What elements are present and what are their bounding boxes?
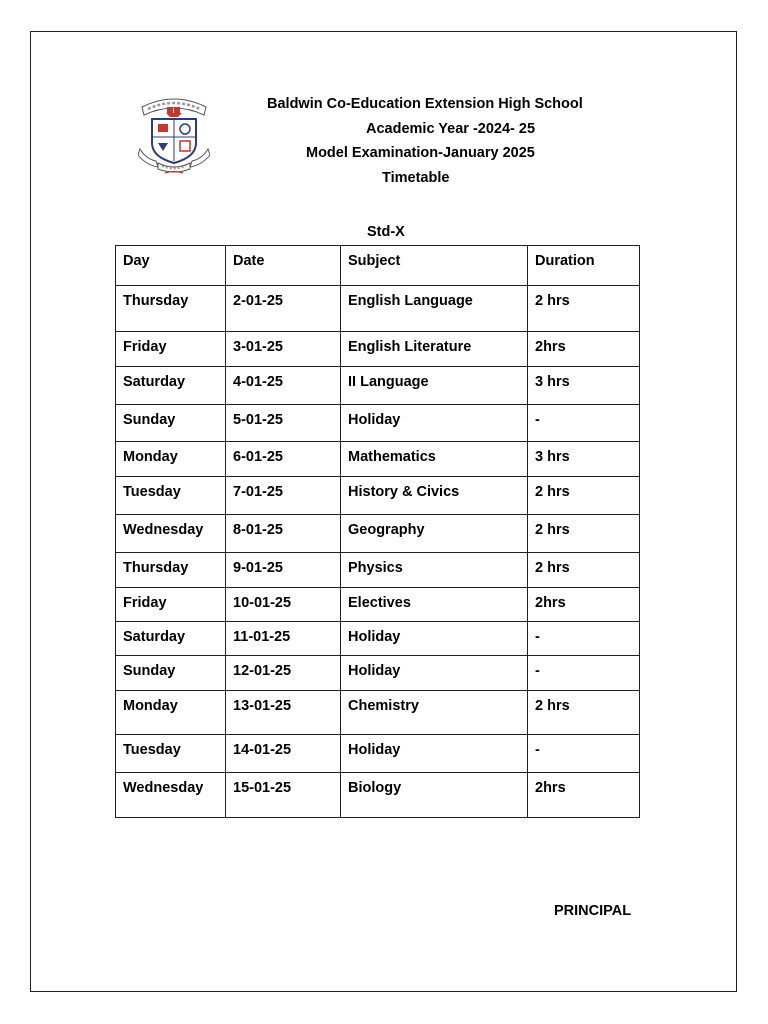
table-cell: 2 hrs [528,515,640,553]
table-cell: 10-01-25 [226,588,341,622]
table-cell: - [528,405,640,442]
table-cell: Sunday [116,405,226,442]
table-cell: Holiday [341,656,528,691]
table-cell: 12-01-25 [226,656,341,691]
table-cell: English Language [341,286,528,332]
table-cell: 3 hrs [528,442,640,477]
timetable-label: Timetable [382,170,450,186]
table-cell: Mathematics [341,442,528,477]
table-cell: 2 hrs [528,286,640,332]
table-cell: English Literature [341,332,528,367]
table-cell: Holiday [341,405,528,442]
table-cell: Geography [341,515,528,553]
table-row [116,515,640,553]
table-cell: 2 hrs [528,553,640,588]
table-cell: 15-01-25 [226,773,341,818]
principal-signature-label: PRINCIPAL [554,903,632,919]
table-cell: - [528,656,640,691]
table-cell: Wednesday [116,515,226,553]
table-cell: 8-01-25 [226,515,341,553]
table-cell: Saturday [116,367,226,405]
table-cell: Wednesday [116,773,226,818]
table-row [116,405,640,442]
timetable-table [115,245,640,818]
table-cell: 2-01-25 [226,286,341,332]
table-cell: Holiday [341,622,528,656]
table-cell: Saturday [116,622,226,656]
table-header-row [116,246,640,286]
table-cell: Thursday [116,286,226,332]
table-cell: 9-01-25 [226,553,341,588]
table-cell: 6-01-25 [226,442,341,477]
exam-title: Model Examination-January 2025 [306,145,535,161]
table-cell: Tuesday [116,477,226,515]
table-cell: 3 hrs [528,367,640,405]
table-row [116,442,640,477]
table-row [116,286,640,332]
column-header: Date [226,246,341,286]
column-header: Duration [528,246,640,286]
table-cell: Monday [116,691,226,735]
table-cell: Tuesday [116,735,226,773]
table-cell: 11-01-25 [226,622,341,656]
table-cell: 3-01-25 [226,332,341,367]
table-cell: Chemistry [341,691,528,735]
table-cell: Holiday [341,735,528,773]
column-header: Day [116,246,226,286]
table-cell: 14-01-25 [226,735,341,773]
table-row [116,773,640,818]
table-row [116,367,640,405]
std-label: Std-X [367,224,405,240]
table-row [116,477,640,515]
school-crest-logo [138,93,210,175]
table-cell: Monday [116,442,226,477]
academic-year: Academic Year -2024- 25 [366,121,536,137]
table-cell: 2 hrs [528,477,640,515]
table-cell: - [528,622,640,656]
table-cell: Sunday [116,656,226,691]
table-cell: History & Civics [341,477,528,515]
school-name: Baldwin Co-Education Extension High School [267,96,583,112]
table-row [116,622,640,656]
table-row [116,656,640,691]
table-cell: Physics [341,553,528,588]
table-cell: 2hrs [528,588,640,622]
table-cell: Electives [341,588,528,622]
table-cell: 7-01-25 [226,477,341,515]
table-row [116,735,640,773]
table-cell: 2hrs [528,332,640,367]
table-cell: - [528,735,640,773]
table-cell: 5-01-25 [226,405,341,442]
column-header: Subject [341,246,528,286]
table-cell: 2 hrs [528,691,640,735]
table-cell: 13-01-25 [226,691,341,735]
table-cell: Friday [116,588,226,622]
table-row [116,553,640,588]
table-cell: Biology [341,773,528,818]
table-cell: 2hrs [528,773,640,818]
table-cell: 4-01-25 [226,367,341,405]
table-cell: Friday [116,332,226,367]
table-row [116,691,640,735]
table-cell: Thursday [116,553,226,588]
table-cell: II Language [341,367,528,405]
table-row [116,588,640,622]
table-row [116,332,640,367]
